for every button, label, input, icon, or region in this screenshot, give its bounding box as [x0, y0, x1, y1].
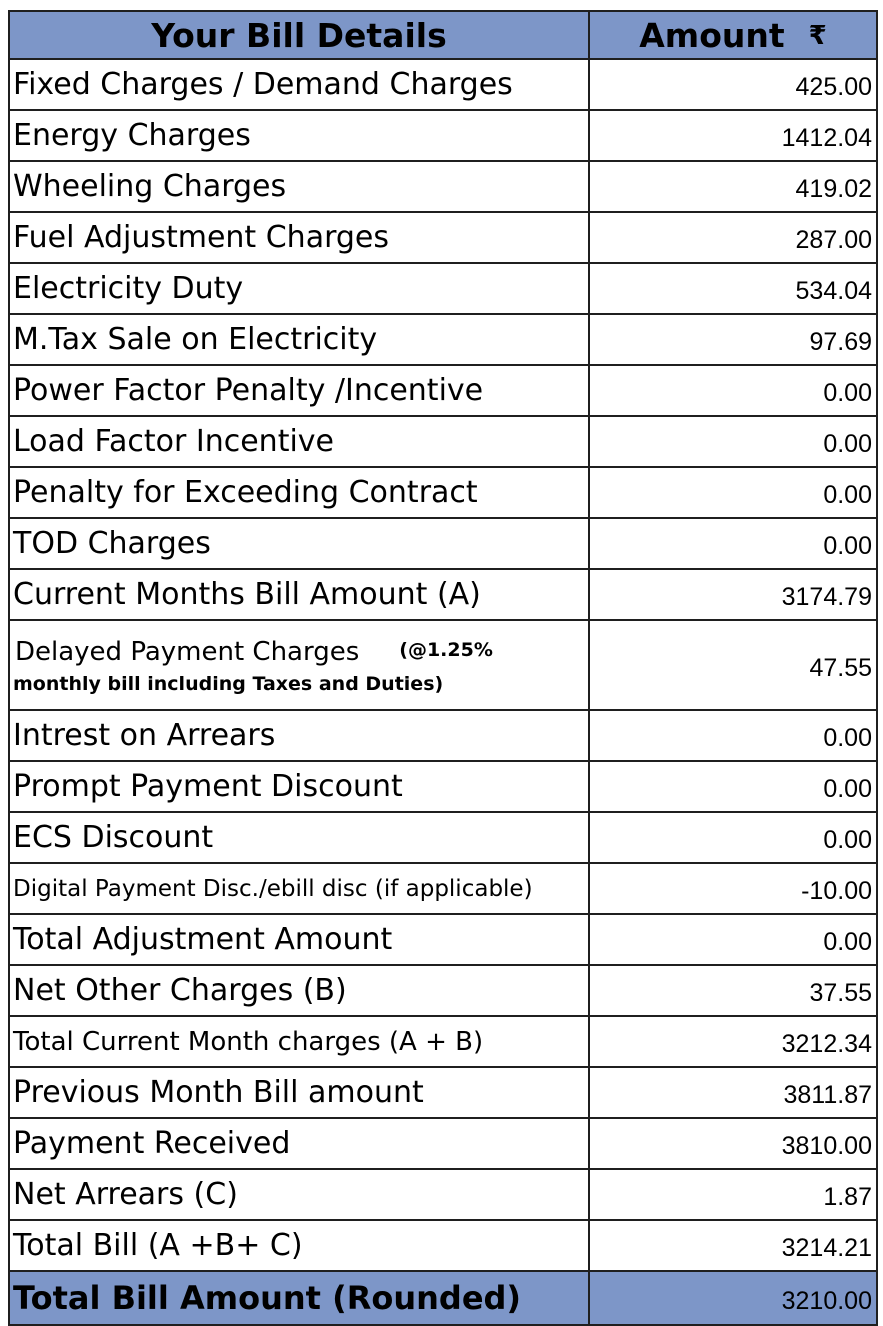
row-amount: 1.87: [589, 1169, 877, 1220]
row-amount: 287.00: [589, 212, 877, 263]
row-label: TOD Charges: [9, 518, 589, 569]
row-label: Intrest on Arrears: [9, 710, 589, 761]
delayed-payment-label-cell: [9, 620, 589, 710]
row-label: Payment Received: [9, 1118, 589, 1169]
row-label: Energy Charges: [9, 110, 589, 161]
row-label: Fuel Adjustment Charges: [9, 212, 589, 263]
row-amount: 3214.21: [589, 1220, 877, 1271]
table-row: [9, 1118, 877, 1169]
table-row: [9, 59, 877, 110]
row-amount: 3212.34: [589, 1016, 877, 1067]
row-amount: 3811.87: [589, 1067, 877, 1118]
delayed-payment-rate-note: (@1.25%: [399, 639, 493, 661]
row-label: Prompt Payment Discount: [9, 761, 589, 812]
table-row: [9, 914, 877, 965]
table-header-row: [9, 11, 877, 59]
row-amount: 0.00: [589, 761, 877, 812]
row-label: Net Arrears (C): [9, 1169, 589, 1220]
table-row: [9, 1169, 877, 1220]
total-rounded-label: Total Bill Amount (Rounded): [9, 1271, 589, 1325]
table-row: [9, 365, 877, 416]
row-amount: 0.00: [589, 518, 877, 569]
table-row: [9, 110, 877, 161]
table-row: [9, 812, 877, 863]
row-label: Power Factor Penalty /Incentive: [9, 365, 589, 416]
table-row: [9, 1220, 877, 1271]
delayed-payment-row: [9, 620, 877, 710]
row-amount: 47.55: [589, 620, 877, 710]
row-amount: 534.04: [589, 263, 877, 314]
row-amount: 1412.04: [589, 110, 877, 161]
table-row: [9, 569, 877, 620]
row-amount: 0.00: [589, 914, 877, 965]
delayed-payment-title: Delayed Payment Charges: [15, 637, 360, 667]
row-amount: -10.00: [589, 863, 877, 914]
row-label: M.Tax Sale on Electricity: [9, 314, 589, 365]
total-rounded-row: [9, 1271, 877, 1325]
row-label: Net Other Charges (B): [9, 965, 589, 1016]
row-amount: 0.00: [589, 812, 877, 863]
rupee-icon: ₹: [808, 20, 827, 51]
table-row: [9, 263, 877, 314]
row-label: Total Current Month charges (A + B): [9, 1016, 589, 1067]
table-row: [9, 518, 877, 569]
row-amount: 0.00: [589, 467, 877, 518]
table-row: [9, 212, 877, 263]
row-label: Load Factor Incentive: [9, 416, 589, 467]
row-amount: 0.00: [589, 710, 877, 761]
header-label: Your Bill Details: [9, 11, 589, 59]
table-row: [9, 965, 877, 1016]
row-label: Penalty for Exceeding Contract: [9, 467, 589, 518]
table-row: [9, 314, 877, 365]
table-row: [9, 416, 877, 467]
row-amount: 0.00: [589, 365, 877, 416]
bill-details-table: [8, 10, 878, 1326]
row-label: Wheeling Charges: [9, 161, 589, 212]
table-row: [9, 863, 877, 914]
row-amount: 97.69: [589, 314, 877, 365]
table-row: [9, 761, 877, 812]
row-label: Electricity Duty: [9, 263, 589, 314]
header-amount-text: Amount: [639, 15, 785, 55]
row-label: Total Bill (A +B+ C): [9, 1220, 589, 1271]
row-label: Fixed Charges / Demand Charges: [9, 59, 589, 110]
row-amount: 425.00: [589, 59, 877, 110]
table-row: [9, 710, 877, 761]
table-row: [9, 161, 877, 212]
row-label: Previous Month Bill amount: [9, 1067, 589, 1118]
table-row: [9, 1016, 877, 1067]
row-amount: 419.02: [589, 161, 877, 212]
header-amount: [589, 11, 877, 59]
row-amount: 3174.79: [589, 569, 877, 620]
row-label: Current Months Bill Amount (A): [9, 569, 589, 620]
table-row: [9, 1067, 877, 1118]
row-amount: 0.00: [589, 416, 877, 467]
row-label: Total Adjustment Amount: [9, 914, 589, 965]
delayed-payment-label: [15, 637, 588, 667]
row-label: ECS Discount: [9, 812, 589, 863]
row-amount: 37.55: [589, 965, 877, 1016]
total-rounded-amount: 3210.00: [589, 1271, 877, 1325]
row-label: Digital Payment Disc./ebill disc (if applicable): [9, 863, 589, 914]
table-row: [9, 467, 877, 518]
delayed-payment-sub-note: monthly bill including Taxes and Duties): [13, 673, 444, 695]
row-amount: 3810.00: [589, 1118, 877, 1169]
